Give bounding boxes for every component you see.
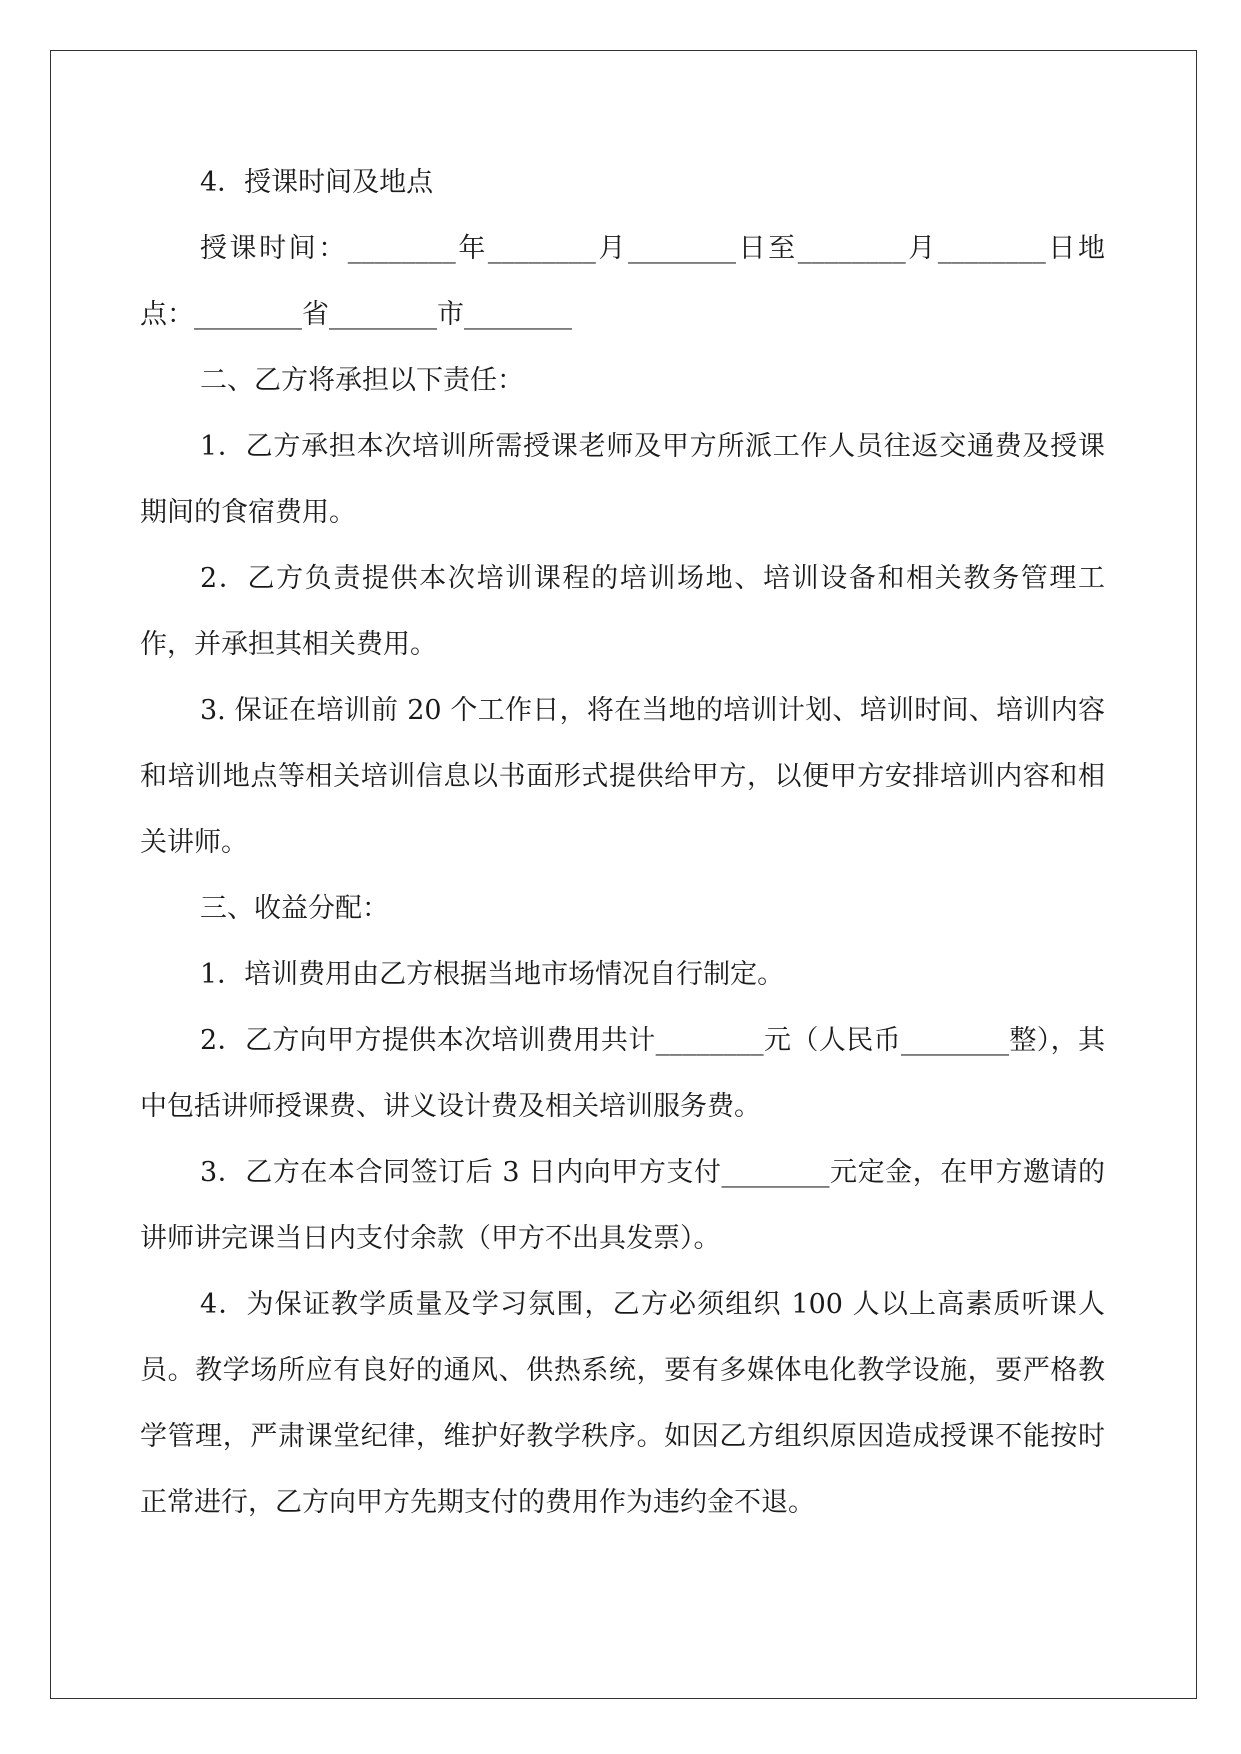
clause-revenue-4: 4．为保证教学质量及学习氛围，乙方必须组织 100 人以上高素质听课人员。教学场所应有良好的通风、供热系统，要有多媒体电化教学设施，要严格教学管理，严肃课堂纪律，维护好教学秩序。如因乙方组织原因造成授课不能按时正常进行，乙方向甲方先期支付的费用作为违约金不退。 [140, 1289, 1105, 1518]
schedule-fields: 授课时间：________年________月________日至________月________日地点：________省________市________ [140, 233, 1105, 330]
document-body [140, 150, 1105, 1536]
clause-party-b-1: 1．乙方承担本次培训所需授课老师及甲方所派工作人员往返交通费及授课期间的食宿费用。 [140, 431, 1105, 528]
section-heading-party-b: 二、乙方将承担以下责任： [200, 365, 524, 396]
clause-party-b-2: 2．乙方负责提供本次培训课程的培训场地、培训设备和相关教务管理工作，并承担其相关费用。 [140, 563, 1105, 660]
section-heading-revenue: 三、收益分配： [200, 893, 389, 924]
section-heading-schedule: 4．授课时间及地点 [200, 167, 434, 198]
clause-revenue-1: 1．培训费用由乙方根据当地市场情况自行制定。 [200, 959, 785, 990]
clause-revenue-2: 2．乙方向甲方提供本次培训费用共计________元（人民币________整），其中包括讲师授课费、讲义设计费及相关培训服务费。 [140, 1025, 1105, 1122]
clause-party-b-3: 3. 保证在培训前 20 个工作日，将在当地的培训计划、培训时间、培训内容和培训地点等相关培训信息以书面形式提供给甲方，以便甲方安排培训内容和相关讲师。 [140, 695, 1105, 858]
clause-revenue-3: 3．乙方在本合同签订后 3 日内向甲方支付________元定金，在甲方邀请的讲师讲完课当日内支付余款（甲方不出具发票）。 [140, 1157, 1105, 1254]
